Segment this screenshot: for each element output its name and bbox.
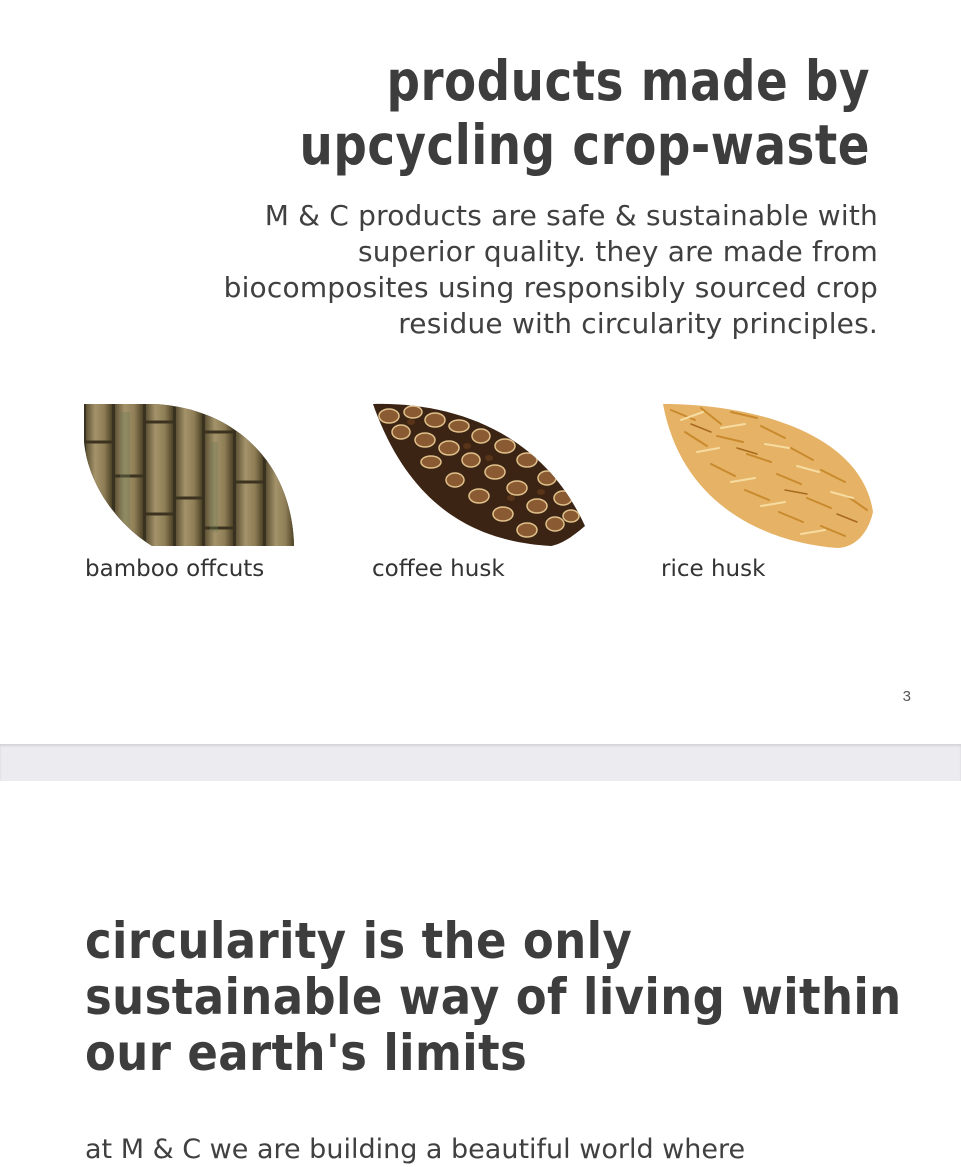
coffee-husk-image	[371, 402, 587, 548]
page-number: 3	[902, 688, 911, 705]
slide-4	[0, 781, 961, 1165]
intro-line-1: M & C products are safe & sustainable with	[264, 199, 878, 232]
slide-gap	[0, 744, 961, 781]
bamboo-offcuts-image	[84, 402, 296, 548]
title-line-1: circularity is the only	[85, 912, 633, 970]
title-line-1: products made by	[386, 50, 870, 114]
title-line-2: sustainable way of living within	[85, 968, 902, 1026]
coffee-husk-label: coffee husk	[372, 556, 505, 582]
slide-title	[150, 50, 870, 177]
intro-paragraph	[158, 198, 878, 342]
intro-line-3: biocomposites using responsibly sourced crop	[223, 271, 878, 304]
title-line-3: our earth's limits	[85, 1024, 528, 1082]
intro-line-4: residue with circularity principles.	[398, 307, 878, 340]
rice-husk-label: rice husk	[661, 556, 766, 582]
intro-line-2: superior quality. they are made from	[357, 235, 878, 268]
title-line-2: upcycling crop-waste	[299, 114, 870, 178]
rice-husk-image	[661, 402, 875, 550]
slide-title	[85, 913, 905, 1081]
bamboo-offcuts-label: bamboo offcuts	[85, 556, 265, 582]
body-text-partial: at M & C we are building a beautiful world where	[85, 1134, 746, 1165]
